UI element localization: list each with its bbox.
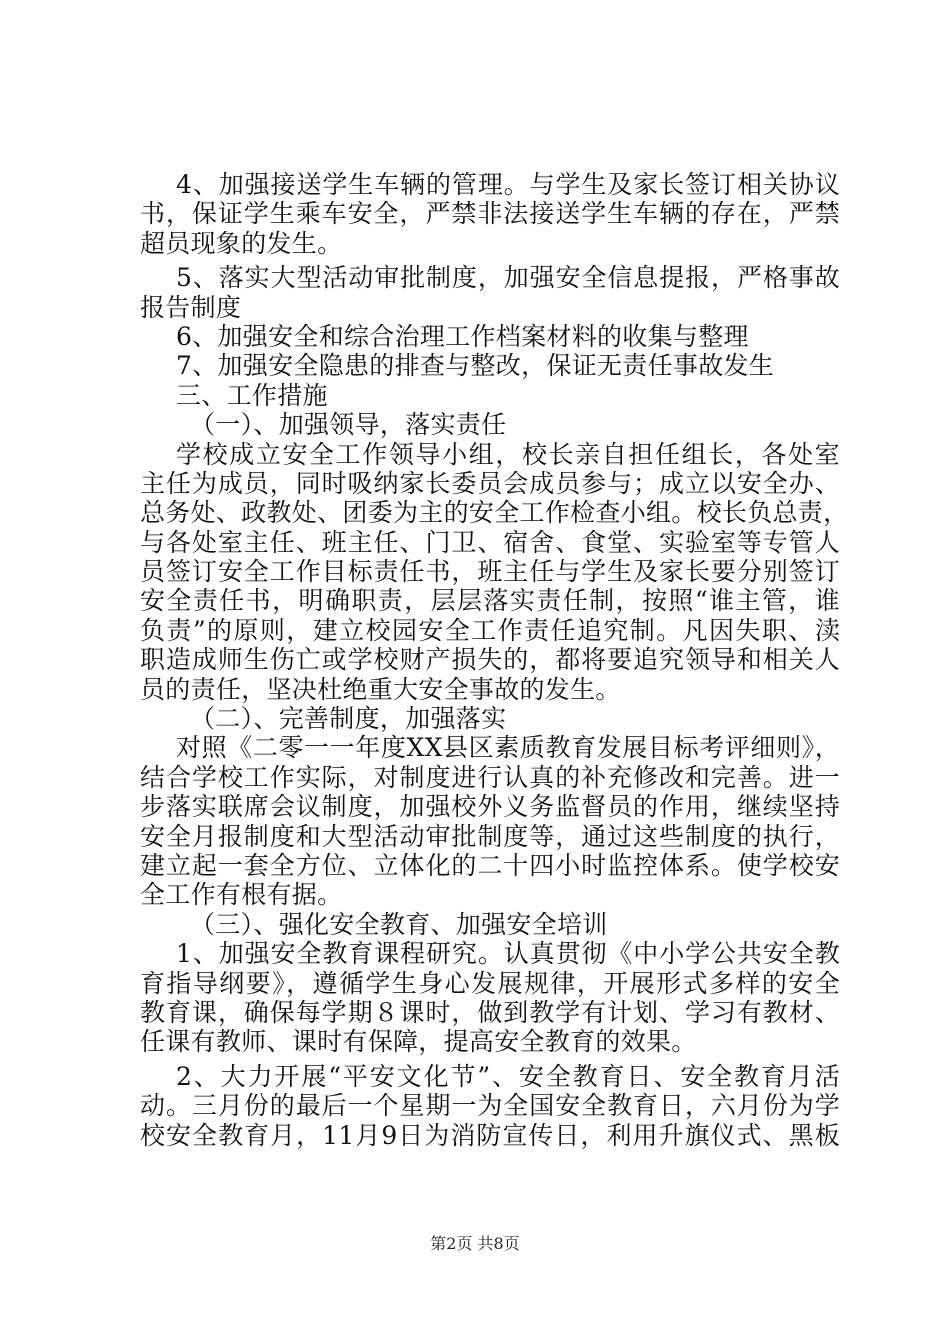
text-line: 对照《二零一一年度XX县区素质教育发展目标考评细则》，	[176, 733, 840, 763]
text-line: 1、加强安全教育课程研究。认真贯彻《中小学公共安全教	[176, 939, 840, 969]
text-line: 6、加强安全和综合治理工作档案材料的收集与整理	[176, 321, 749, 351]
text-line: （三）、强化安全教育、加强安全培训	[190, 909, 608, 939]
text-line: 员签订安全工作目标责任书，班主任与学生及家长要分别签订	[140, 557, 840, 587]
page-footer: 第2页 共8页	[430, 1234, 520, 1253]
document-body	[140, 170, 849, 1150]
text-line: 动。三月份的最后一个星期一为全国安全教育日，六月份为学	[140, 1091, 840, 1121]
text-line: 建立起一套全方位、立体化的二十四小时监控体系。使学校安	[140, 850, 840, 880]
text-line: 三、工作措施	[176, 380, 328, 410]
text-line: 步落实联席会议制度，加强校外义务监督员的作用，继续坚持	[140, 792, 840, 822]
text-line: 7、加强安全隐患的排查与整改，保证无责任事故发生	[176, 351, 775, 381]
text-line: 全工作有根有据。	[140, 880, 343, 910]
text-line: 教育课，确保每学期８课时，做到教学有计划、学习有教材、	[140, 997, 840, 1027]
text-line: 校安全教育月，11月9日为消防宣传日，利用升旗仪式、黑板	[140, 1120, 840, 1150]
text-line: 育指导纲要》，遵循学生身心发展规律，开展形式多样的安全	[140, 968, 840, 998]
text-line: 安全月报制度和大型活动审批制度等，通过这些制度的执行，	[140, 821, 840, 851]
text-line: 负责”的原则，建立校园安全工作责任追究制。凡因失职、渎	[140, 615, 840, 645]
text-line: 结合学校工作实际，对制度进行认真的补充修改和完善。进一	[140, 762, 840, 792]
text-line: 总务处、政教处、团委为主的安全工作检查小组。校长负总责，	[140, 498, 849, 528]
text-line: 2、大力开展“平安文化节”、安全教育日、安全教育月活	[176, 1061, 840, 1091]
text-line: （二）、完善制度，加强落实	[190, 704, 507, 734]
text-line: 与各处室主任、班主任、门卫、宿舍、食堂、实验室等专管人	[140, 527, 840, 557]
text-line: 报告制度	[140, 292, 242, 322]
text-line: 书，保证学生乘车安全，严禁非法接送学生车辆的存在，严禁	[140, 199, 840, 229]
text-line: 职造成师生伤亡或学校财产损失的，都将要追究领导和相关人	[140, 645, 840, 675]
text-line: 超员现象的发生。	[140, 228, 343, 258]
text-line: 主任为成员，同时吸纳家长委员会成员参与；成立以安全办、	[140, 468, 840, 498]
text-line: 4、加强接送学生车辆的管理。与学生及家长签订相关协议	[176, 170, 840, 199]
text-line: （一）、加强领导，落实责任	[190, 410, 507, 440]
text-line: 任课有教师、课时有保障，提高安全教育的效果。	[140, 1027, 697, 1057]
text-line: 5、落实大型活动审批制度，加强安全信息提报，严格事故	[176, 263, 840, 293]
text-line: 安全责任书，明确职责，层层落实责任制，按照“谁主管，谁	[140, 586, 840, 616]
text-line: 员的责任，坚决杜绝重大安全事故的发生。	[140, 674, 621, 704]
text-line: 学校成立安全工作领导小组，校长亲自担任组长，各处室	[176, 439, 840, 469]
